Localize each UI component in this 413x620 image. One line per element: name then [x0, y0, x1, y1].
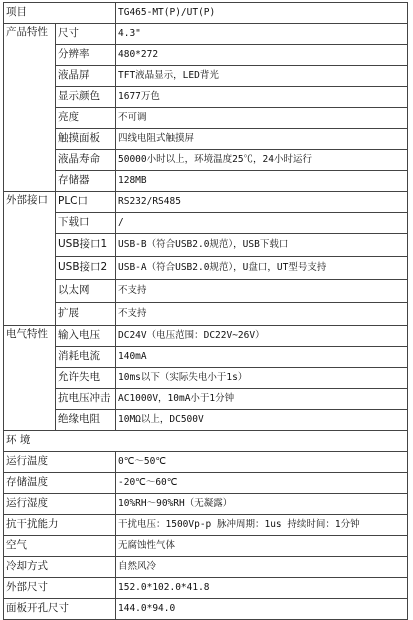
spec-name: 亮度: [56, 108, 116, 129]
spec-name: 以太网: [56, 280, 116, 303]
spec-name: PLC口: [56, 192, 116, 213]
spec-name: 允许失电: [56, 368, 116, 389]
spec-row: [4, 171, 408, 192]
spec-name: 外部尺寸: [4, 578, 116, 599]
spec-value: 干扰电压：1500Vp-p 脉冲周期：1us 持续时间：1分钟: [116, 515, 408, 536]
spec-value: TFT液晶显示，LED背光: [116, 66, 408, 87]
spec-row: [4, 24, 408, 45]
spec-row: [4, 108, 408, 129]
spec-row: [4, 452, 408, 473]
spec-value: 10%RH～90%RH（无凝露）: [116, 494, 408, 515]
spec-name: 抗电压冲击: [56, 389, 116, 410]
spec-value: 480*272: [116, 45, 408, 66]
spec-value: USB-B（符合USB2.0规范），USB下载口: [116, 234, 408, 257]
spec-value: 自然风冷: [116, 557, 408, 578]
spec-row: [4, 473, 408, 494]
spec-row: [4, 599, 408, 620]
header-label: 项目: [4, 3, 116, 24]
spec-row: [4, 557, 408, 578]
spec-row: [4, 66, 408, 87]
spec-table: [3, 2, 408, 620]
spec-row: [4, 326, 408, 347]
spec-row: [4, 368, 408, 389]
model-value: TG465-MT(P)/UT(P): [116, 3, 408, 24]
spec-row: [4, 150, 408, 171]
spec-value: 不可调: [116, 108, 408, 129]
spec-name: 存储器: [56, 171, 116, 192]
spec-name: 冷却方式: [4, 557, 116, 578]
spec-value: 1677万色: [116, 87, 408, 108]
spec-name: 扩展: [56, 303, 116, 326]
spec-name: 下载口: [56, 213, 116, 234]
spec-value: USB-A（符合USB2.0规范），U盘口，UT型号支持: [116, 257, 408, 280]
spec-value: 四线电阻式触摸屏: [116, 129, 408, 150]
spec-row: [4, 257, 408, 280]
spec-name: 运行湿度: [4, 494, 116, 515]
header-row: [4, 3, 408, 24]
spec-row: [4, 303, 408, 326]
spec-row: [4, 578, 408, 599]
section-heading: 环 境: [4, 431, 408, 452]
spec-row: [4, 347, 408, 368]
spec-value: 10ms以下（实际失电小于1s）: [116, 368, 408, 389]
spec-value: 152.0*102.0*41.8: [116, 578, 408, 599]
spec-name: 存储温度: [4, 473, 116, 494]
spec-row: [4, 192, 408, 213]
spec-value: 无腐蚀性气体: [116, 536, 408, 557]
spec-row: [4, 410, 408, 431]
spec-value: 50000小时以上，环境温度25℃，24小时运行: [116, 150, 408, 171]
spec-value: 144.0*94.0: [116, 599, 408, 620]
spec-name: 面板开孔尺寸: [4, 599, 116, 620]
spec-row: [4, 234, 408, 257]
spec-row: [4, 213, 408, 234]
spec-value: 4.3": [116, 24, 408, 45]
spec-row: [4, 129, 408, 150]
spec-row: [4, 389, 408, 410]
spec-row: [4, 515, 408, 536]
section-heading-row: [4, 431, 408, 452]
spec-value: RS232/RS485: [116, 192, 408, 213]
group-label: 产品特性: [4, 24, 56, 192]
spec-name: 显示颜色: [56, 87, 116, 108]
spec-name: 空气: [4, 536, 116, 557]
spec-value: DC24V（电压范围：DC22V~26V）: [116, 326, 408, 347]
spec-name: 分辨率: [56, 45, 116, 66]
spec-name: 绝缘电阻: [56, 410, 116, 431]
group-label: 电气特性: [4, 326, 56, 431]
spec-value: 0℃～50℃: [116, 452, 408, 473]
spec-name: 消耗电流: [56, 347, 116, 368]
spec-value: AC1000V，10mA小于1分钟: [116, 389, 408, 410]
spec-value: 140mA: [116, 347, 408, 368]
spec-row: [4, 45, 408, 66]
spec-value: 10MΩ以上，DC500V: [116, 410, 408, 431]
spec-value: 不支持: [116, 303, 408, 326]
spec-row: [4, 280, 408, 303]
spec-value: -20℃～60℃: [116, 473, 408, 494]
spec-row: [4, 494, 408, 515]
spec-value: 不支持: [116, 280, 408, 303]
spec-value: 128MB: [116, 171, 408, 192]
spec-name: 抗干扰能力: [4, 515, 116, 536]
spec-row: [4, 536, 408, 557]
spec-name: 尺寸: [56, 24, 116, 45]
spec-name: 输入电压: [56, 326, 116, 347]
spec-row: [4, 87, 408, 108]
spec-name: USB接口2: [56, 257, 116, 280]
spec-name: 运行温度: [4, 452, 116, 473]
spec-name: USB接口1: [56, 234, 116, 257]
spec-name: 液晶寿命: [56, 150, 116, 171]
spec-name: 液晶屏: [56, 66, 116, 87]
group-label: 外部接口: [4, 192, 56, 326]
spec-value: /: [116, 213, 408, 234]
spec-name: 触摸面板: [56, 129, 116, 150]
spec-table-body: [4, 3, 408, 620]
